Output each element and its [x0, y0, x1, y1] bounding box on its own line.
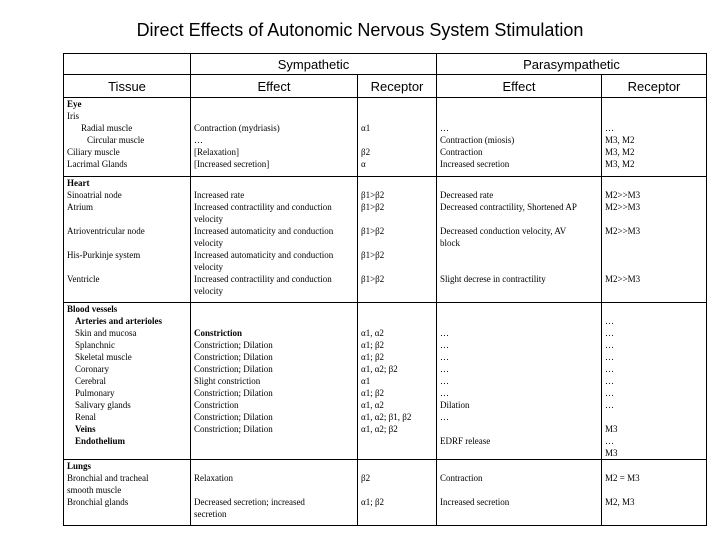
heart-symp-effect-line: velocity: [194, 238, 223, 248]
vessels-tissue-cell: [64, 303, 191, 460]
heart-symp-effect-line: velocity: [194, 214, 223, 224]
heart-para-receptor-cell: [602, 177, 707, 303]
heart-symp-effect-line: velocity: [194, 286, 223, 296]
lungs-para-effect-line: [440, 460, 598, 472]
vessels-para-effect-line: …: [440, 340, 450, 350]
vessels-symp-receptor-line: α1, α2: [361, 400, 384, 410]
vessels-para-effect-cell: [437, 303, 602, 460]
eye-symp-effect-line: [Relaxation]: [194, 147, 239, 157]
heart-tissue-line: Ventricle: [67, 274, 100, 284]
heart-tissue-line: Atrium: [67, 202, 93, 212]
vessels-symp-receptor-line: α1, α2: [361, 328, 384, 338]
heart-para-receptor-line: [605, 237, 703, 249]
parasympathetic-receptor-header: Receptor: [602, 75, 707, 98]
eye-para-effect-line: Contraction (miosis): [440, 135, 515, 145]
vessels-tissue-line: Skeletal muscle: [75, 352, 132, 362]
heart-tissue-cell: [64, 177, 191, 303]
eye-para-receptor-line: M3, M2: [605, 147, 635, 157]
heart-para-receptor-line: [605, 177, 703, 189]
lungs-tissue-line: Bronchial glands: [67, 497, 129, 507]
heart-para-effect-line: block: [440, 238, 461, 248]
vessels-para-receptor-line: …: [605, 352, 615, 362]
heart-symp-receptor-line: β1>β2: [361, 250, 385, 260]
lungs-symp-receptor-cell: [358, 460, 437, 526]
eye-symp-effect-line: [194, 98, 354, 110]
vessels-symp-receptor-line: α1: [361, 376, 371, 386]
eye-symp-effect-line: Contraction (mydriasis): [194, 123, 280, 133]
heart-tissue-line: Atrioventricular node: [67, 226, 145, 236]
eye-tissue-cell: [64, 98, 191, 177]
eye-symp-receptor-cell: [358, 98, 437, 177]
blood-vessels-row: [64, 303, 707, 460]
eye-para-effect-line: …: [440, 123, 450, 133]
heart-para-effect-line: [440, 249, 598, 261]
lungs-symp-effect-line: [194, 484, 354, 496]
heart-tissue-line: [67, 213, 187, 225]
eye-para-effect-line: [440, 98, 598, 110]
vessels-para-receptor-line: …: [605, 388, 615, 398]
vessels-symp-receptor-line: α1, α2; β2: [361, 364, 398, 374]
autonomic-effects-table: [63, 53, 707, 526]
heart-para-receptor-line: [605, 249, 703, 261]
lungs-para-effect-cell: [437, 460, 602, 526]
lungs-tissue-line: Bronchial and tracheal: [67, 473, 149, 483]
heart-para-effect-line: [440, 177, 598, 189]
vessels-symp-effect-line: Slight constriction: [194, 376, 261, 386]
vessels-para-receptor-line: M3: [605, 424, 618, 434]
vessels-symp-receptor-line: α1; β2: [361, 340, 385, 350]
vessels-para-receptor-line: [605, 411, 703, 423]
heart-para-effect-cell: [437, 177, 602, 303]
vessels-para-effect-line: …: [440, 352, 450, 362]
lungs-symp-receptor-line: [361, 460, 433, 472]
heart-para-receptor-line: M2>>M3: [605, 274, 641, 284]
vessels-para-effect-line: [440, 423, 598, 435]
heart-tissue-line: Heart: [67, 178, 90, 188]
vessels-symp-effect-line: Constriction; Dilation: [194, 364, 273, 374]
parasympathetic-header: Parasympathetic: [437, 54, 707, 75]
lungs-para-effect-line: [440, 484, 598, 496]
eye-symp-receptor-line: α1: [361, 123, 371, 133]
eye-symp-receptor-line: α: [361, 159, 366, 169]
heart-symp-receptor-cell: [358, 177, 437, 303]
vessels-symp-effect-line: Constriction; Dilation: [194, 340, 273, 350]
vessels-symp-effect-cell: [191, 303, 358, 460]
sympathetic-receptor-header: Receptor: [358, 75, 437, 98]
lungs-symp-effect-cell: [191, 460, 358, 526]
vessels-tissue-line: Veins: [75, 424, 96, 434]
sympathetic-effect-header: Effect: [191, 75, 358, 98]
heart-symp-receptor-line: [361, 213, 433, 225]
eye-tissue-line: Ciliary muscle: [67, 147, 120, 157]
eye-para-receptor-line: [605, 110, 703, 122]
lungs-symp-receptor-line: β2: [361, 473, 371, 483]
heart-symp-effect-cell: [191, 177, 358, 303]
eye-tissue-line: Eye: [67, 99, 82, 109]
heart-symp-effect-line: Increased rate: [194, 190, 245, 200]
vessels-para-effect-line: …: [440, 388, 450, 398]
vessels-symp-receptor-line: α1; β2: [361, 352, 385, 362]
vessels-tissue-line: Cerebral: [75, 376, 106, 386]
eye-row: [64, 98, 707, 177]
vessels-tissue-line: Pulmonary: [75, 388, 115, 398]
vessels-tissue-line: Splanchnic: [75, 340, 115, 350]
vessels-tissue-line: Arteries and arterioles: [75, 316, 162, 326]
eye-tissue-line: Radial muscle: [81, 123, 133, 133]
vessels-symp-receptor-line: [361, 315, 433, 327]
heart-para-effect-line: [440, 261, 598, 273]
vessels-tissue-line: Coronary: [75, 364, 109, 374]
lungs-tissue-line: Lungs: [67, 461, 92, 471]
heart-symp-effect-line: velocity: [194, 262, 223, 272]
heart-para-effect-line: Decreased rate: [440, 190, 494, 200]
vessels-para-effect-line: EDRF release: [440, 436, 491, 446]
vessels-tissue-line: Salivary glands: [75, 400, 131, 410]
eye-para-effect-cell: [437, 98, 602, 177]
vessels-symp-effect-line: Constriction: [194, 328, 242, 338]
eye-para-effect-line: [440, 110, 598, 122]
heart-symp-receptor-line: [361, 177, 433, 189]
heart-tissue-line: [67, 261, 187, 273]
eye-symp-effect-line: …: [194, 135, 203, 145]
eye-symp-effect-cell: [191, 98, 358, 177]
lungs-symp-effect-line: Relaxation: [194, 473, 233, 483]
eye-para-receptor-line: …: [605, 123, 615, 133]
vessels-symp-receptor-line: α1, α2; β2: [361, 424, 398, 434]
vessels-symp-receptor-line: [361, 435, 433, 447]
vessels-para-effect-line: …: [440, 364, 450, 374]
vessels-symp-receptor-line: α1, α2; β1, β2: [361, 412, 412, 422]
vessels-para-receptor-line: [605, 303, 703, 315]
heart-symp-receptor-line: β1>β2: [361, 226, 385, 236]
heart-symp-effect-line: Increased automaticity and conduction: [194, 250, 334, 260]
lungs-symp-receptor-line: α1; β2: [361, 497, 385, 507]
heart-para-effect-line: Decreased contractility, Shortened AP: [440, 202, 577, 212]
vessels-symp-receptor-cell: [358, 303, 437, 460]
heart-para-receptor-line: M2>>M3: [605, 202, 641, 212]
eye-symp-receptor-line: [361, 98, 433, 110]
vessels-symp-effect-line: Constriction; Dilation: [194, 424, 273, 434]
lungs-para-receptor-line: M2, M3: [605, 497, 635, 507]
heart-para-effect-line: Decreased conduction velocity, AV: [440, 226, 567, 236]
lungs-para-effect-line: Increased secretion: [440, 497, 510, 507]
vessels-para-receptor-line: …: [605, 364, 615, 374]
eye-tissue-line: Circular muscle: [87, 135, 145, 145]
vessels-symp-effect-line: [194, 315, 354, 327]
heart-symp-receptor-line: [361, 261, 433, 273]
vessels-tissue-line: Endothelium: [75, 436, 126, 446]
vessels-symp-receptor-line: [361, 303, 433, 315]
lungs-symp-receptor-line: [361, 484, 433, 496]
lungs-symp-effect-line: secretion: [194, 509, 227, 519]
lungs-symp-effect-line: Decreased secretion; increased: [194, 497, 305, 507]
vessels-para-receptor-cell: [602, 303, 707, 460]
heart-tissue-line: Sinoatrial node: [67, 190, 122, 200]
vessels-para-effect-line: …: [440, 376, 450, 386]
heart-tissue-line: [67, 237, 187, 249]
eye-tissue-line: Iris: [67, 111, 79, 121]
blank-header-cell: [64, 54, 191, 75]
vessels-para-effect-line: [440, 303, 598, 315]
heart-para-receptor-line: [605, 213, 703, 225]
heart-symp-receptor-line: β1>β2: [361, 190, 385, 200]
eye-para-effect-line: Increased secretion: [440, 159, 510, 169]
page-title: Direct Effects of Autonomic Nervous System Stimulation: [136, 20, 584, 40]
vessels-para-receptor-line: …: [605, 340, 615, 350]
vessels-tissue-line: Blood vessels: [67, 304, 118, 314]
vessels-symp-effect-line: Constriction; Dilation: [194, 352, 273, 362]
vessels-para-effect-line: Dilation: [440, 400, 470, 410]
lungs-para-receptor-line: [605, 484, 703, 496]
heart-symp-receptor-line: β1>β2: [361, 274, 385, 284]
eye-para-receptor-line: M3, M2: [605, 159, 635, 169]
lungs-symp-effect-line: [194, 460, 354, 472]
heart-para-receptor-line: M2>>M3: [605, 190, 641, 200]
eye-para-receptor-line: M3, M2: [605, 135, 635, 145]
heart-symp-effect-line: Increased contractility and conduction: [194, 274, 332, 284]
sympathetic-header: Sympathetic: [191, 54, 437, 75]
eye-tissue-line: Lacrimal Glands: [67, 159, 128, 169]
heart-para-receptor-line: [605, 261, 703, 273]
heart-symp-effect-line: Increased contractility and conduction: [194, 202, 332, 212]
vessels-tissue-line: Renal: [75, 412, 96, 422]
vessels-para-receptor-line: …: [605, 376, 615, 386]
vessels-symp-effect-line: [194, 303, 354, 315]
vessels-para-effect-line: [440, 315, 598, 327]
vessels-para-receptor-line: …: [605, 436, 615, 446]
vessels-para-receptor-line: …: [605, 328, 615, 338]
lungs-tissue-line: smooth muscle: [67, 485, 122, 495]
eye-symp-receptor-line: β2: [361, 147, 371, 157]
lungs-row: [64, 460, 707, 526]
heart-symp-effect-line: Increased automaticity and conduction: [194, 226, 334, 236]
vessels-tissue-line: Skin and mucosa: [75, 328, 137, 338]
eye-symp-receptor-line: [361, 134, 433, 146]
heart-symp-effect-line: [194, 177, 354, 189]
lungs-para-effect-line: Contraction: [440, 473, 483, 483]
vessels-symp-effect-line: Constriction; Dilation: [194, 388, 273, 398]
vessels-symp-effect-line: Constriction; Dilation: [194, 412, 273, 422]
heart-row: [64, 177, 707, 303]
parasympathetic-effect-header: Effect: [437, 75, 602, 98]
eye-symp-receptor-line: [361, 110, 433, 122]
eye-symp-effect-line: [Increased secretion]: [194, 159, 270, 169]
vessels-para-receptor-line: M3: [605, 448, 618, 458]
tissue-header: Tissue: [64, 75, 191, 98]
eye-para-receptor-line: [605, 98, 703, 110]
heart-symp-receptor-line: [361, 237, 433, 249]
vessels-para-effect-line: …: [440, 328, 450, 338]
lungs-para-receptor-line: M2 = M3: [605, 473, 640, 483]
vessels-para-effect-line: …: [440, 412, 450, 422]
heart-para-effect-line: [440, 213, 598, 225]
heart-para-effect-line: Slight decrese in contractility: [440, 274, 546, 284]
vessels-symp-effect-line: Constriction: [194, 400, 239, 410]
vessels-symp-effect-line: [194, 435, 354, 447]
lungs-para-receptor-line: [605, 460, 703, 472]
heart-tissue-line: His-Purkinje system: [67, 250, 141, 260]
eye-para-receptor-cell: [602, 98, 707, 177]
vessels-symp-receptor-line: α1; β2: [361, 388, 385, 398]
vessels-para-receptor-line: …: [605, 316, 615, 326]
eye-symp-effect-line: [194, 110, 354, 122]
heart-symp-receptor-line: β1>β2: [361, 202, 385, 212]
lungs-tissue-cell: [64, 460, 191, 526]
vessels-para-receptor-line: …: [605, 400, 615, 410]
lungs-para-receptor-cell: [602, 460, 707, 526]
heart-para-receptor-line: M2>>M3: [605, 226, 641, 236]
eye-para-effect-line: Contraction: [440, 147, 483, 157]
